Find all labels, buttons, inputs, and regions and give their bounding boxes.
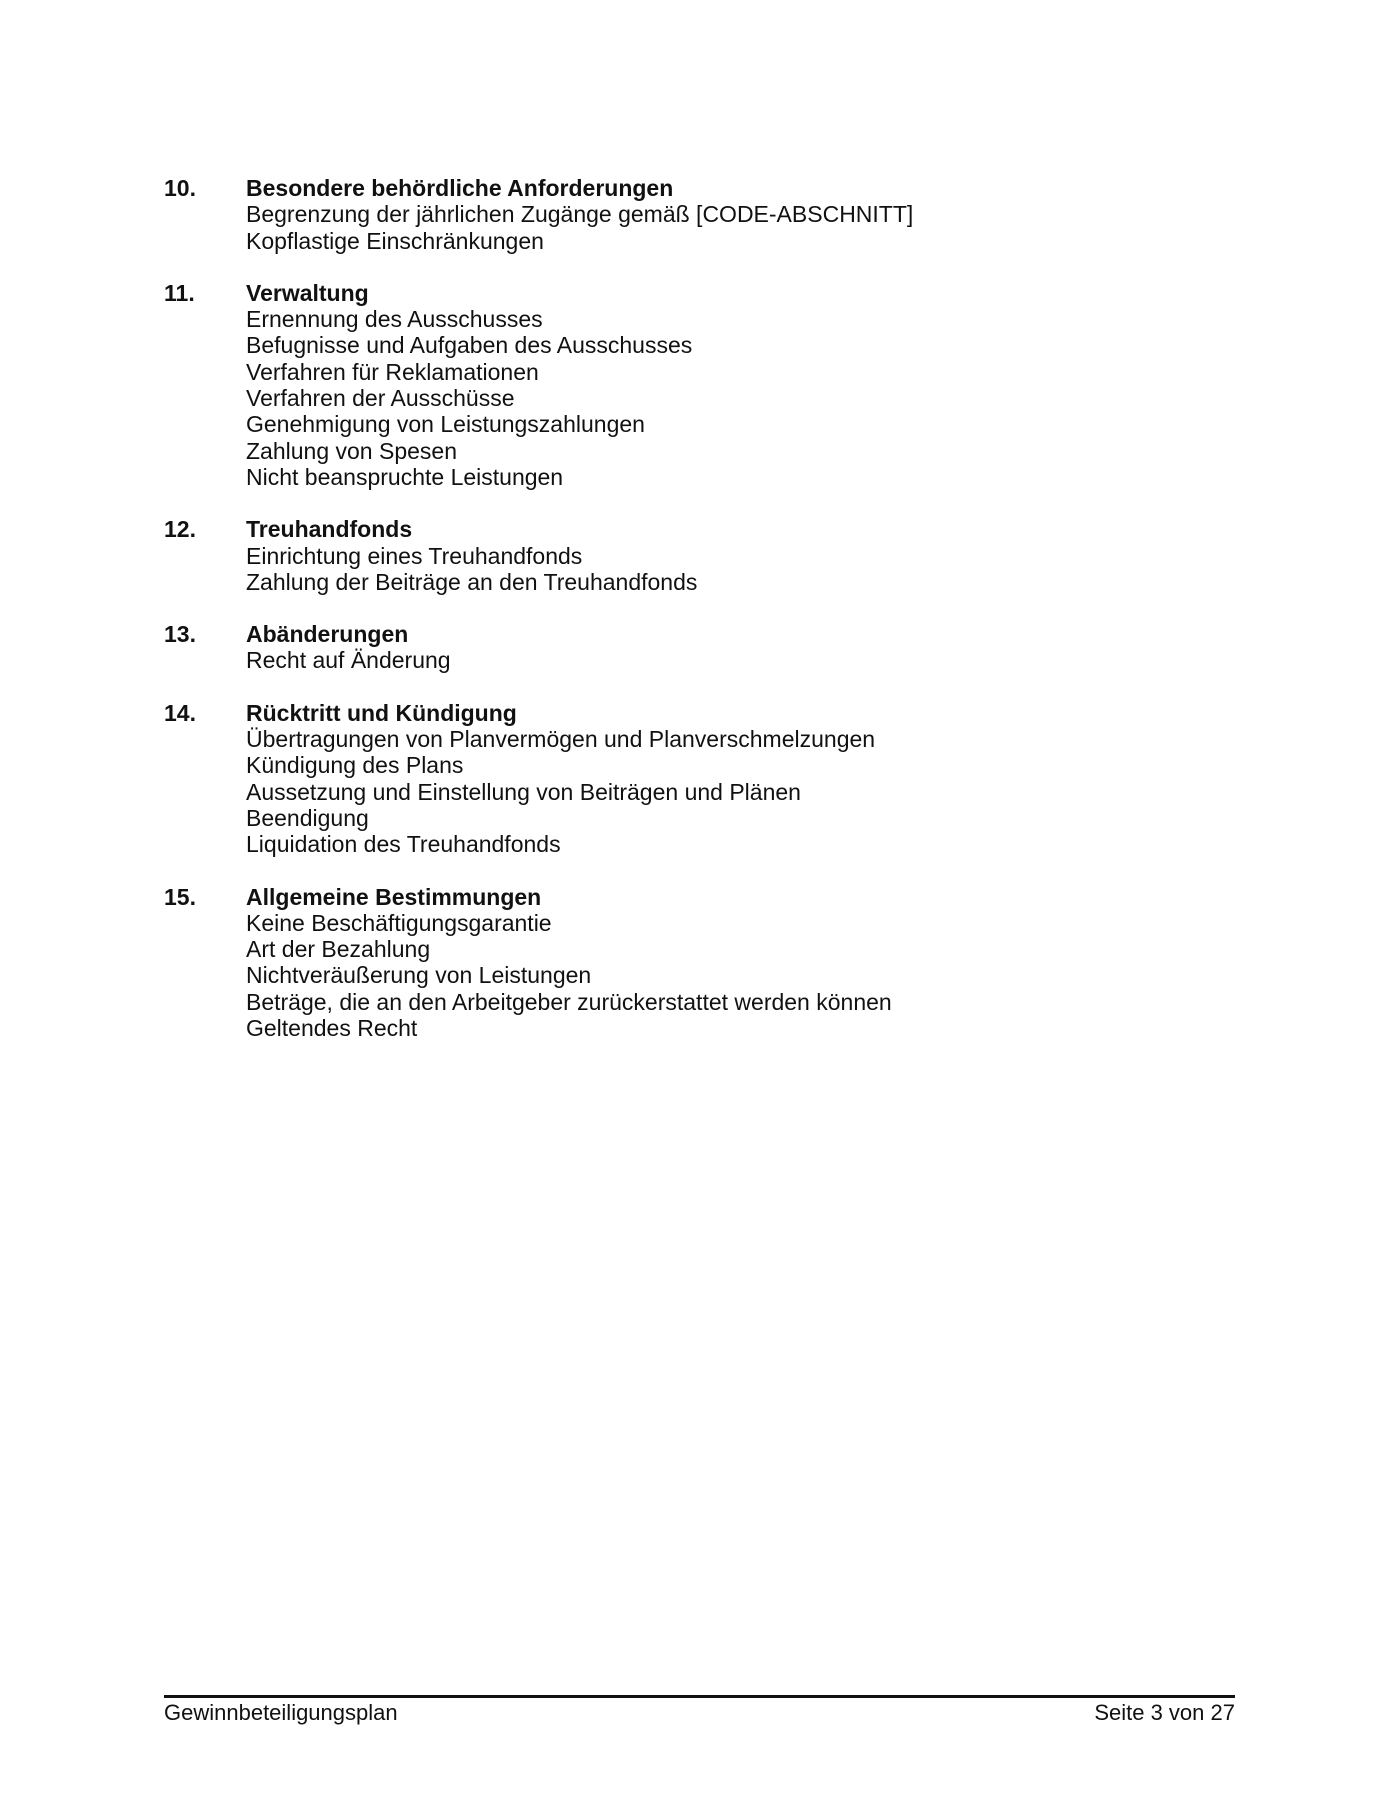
section-body	[246, 884, 1264, 1042]
section-body	[246, 516, 1264, 595]
footer-page-number: Seite 3 von 27	[1094, 1700, 1235, 1725]
section-item: Einrichtung eines Treuhandfonds	[246, 542, 583, 569]
section-item: Verfahren der Ausschüsse	[246, 385, 515, 412]
section-item: Kopflastige Einschränkungen	[246, 227, 544, 254]
footer-document-title: Gewinnbeteiligungsplan	[164, 1700, 398, 1725]
toc-section	[164, 516, 1264, 595]
section-item: Keine Beschäftigungsgarantie	[246, 909, 552, 936]
toc-section	[164, 175, 1264, 254]
toc-section	[164, 621, 1264, 674]
section-item: Verfahren für Reklamationen	[246, 358, 539, 385]
section-title: Verwaltung	[246, 279, 369, 306]
table-of-contents	[164, 175, 1264, 1067]
section-item: Aussetzung und Einstellung von Beiträgen und Plänen	[246, 778, 801, 805]
section-item: Liquidation des Treuhandfonds	[246, 831, 561, 858]
section-item: Begrenzung der jährlichen Zugänge gemäß [CODE-ABSCHNITT]	[246, 201, 914, 228]
section-item: Beträge, die an den Arbeitgeber zurückerstattet werden können	[246, 988, 892, 1015]
section-item: Befugnisse und Aufgaben des Ausschusses	[246, 332, 693, 359]
section-item: Genehmigung von Leistungszahlungen	[246, 411, 645, 438]
section-title: Rücktritt und Kündigung	[246, 699, 517, 726]
section-item: Kündigung des Plans	[246, 752, 464, 779]
section-body	[246, 700, 1264, 858]
section-item: Art der Bezahlung	[246, 936, 431, 963]
section-item: Recht auf Änderung	[246, 647, 451, 674]
section-title: Allgemeine Bestimmungen	[246, 883, 542, 910]
footer-divider	[164, 1695, 1235, 1698]
section-number: 13.	[164, 621, 196, 648]
section-number: 11.	[164, 279, 195, 306]
toc-section	[164, 884, 1264, 1042]
section-body	[246, 175, 1264, 254]
section-item: Zahlung der Beiträge an den Treuhandfonds	[246, 568, 698, 595]
section-item: Zahlung von Spesen	[246, 437, 457, 464]
section-title: Besondere behördliche Anforderungen	[246, 175, 674, 201]
section-item: Übertragungen von Planvermögen und Planverschmelzungen	[246, 726, 876, 753]
section-number: 12.	[164, 516, 196, 543]
toc-section	[164, 280, 1264, 490]
section-number: 10.	[164, 175, 196, 201]
toc-section	[164, 700, 1264, 858]
section-title: Abänderungen	[246, 621, 409, 648]
section-number: 15.	[164, 883, 196, 910]
section-number: 14.	[164, 699, 196, 726]
section-body	[246, 621, 1264, 674]
section-item: Nichtveräußerung von Leistungen	[246, 962, 592, 989]
section-item: Beendigung	[246, 804, 369, 831]
section-body	[246, 280, 1264, 490]
section-item: Nicht beanspruchte Leistungen	[246, 463, 564, 490]
section-item: Geltendes Recht	[246, 1015, 418, 1042]
section-title: Treuhandfonds	[246, 516, 413, 543]
section-item: Ernennung des Ausschusses	[246, 306, 543, 333]
